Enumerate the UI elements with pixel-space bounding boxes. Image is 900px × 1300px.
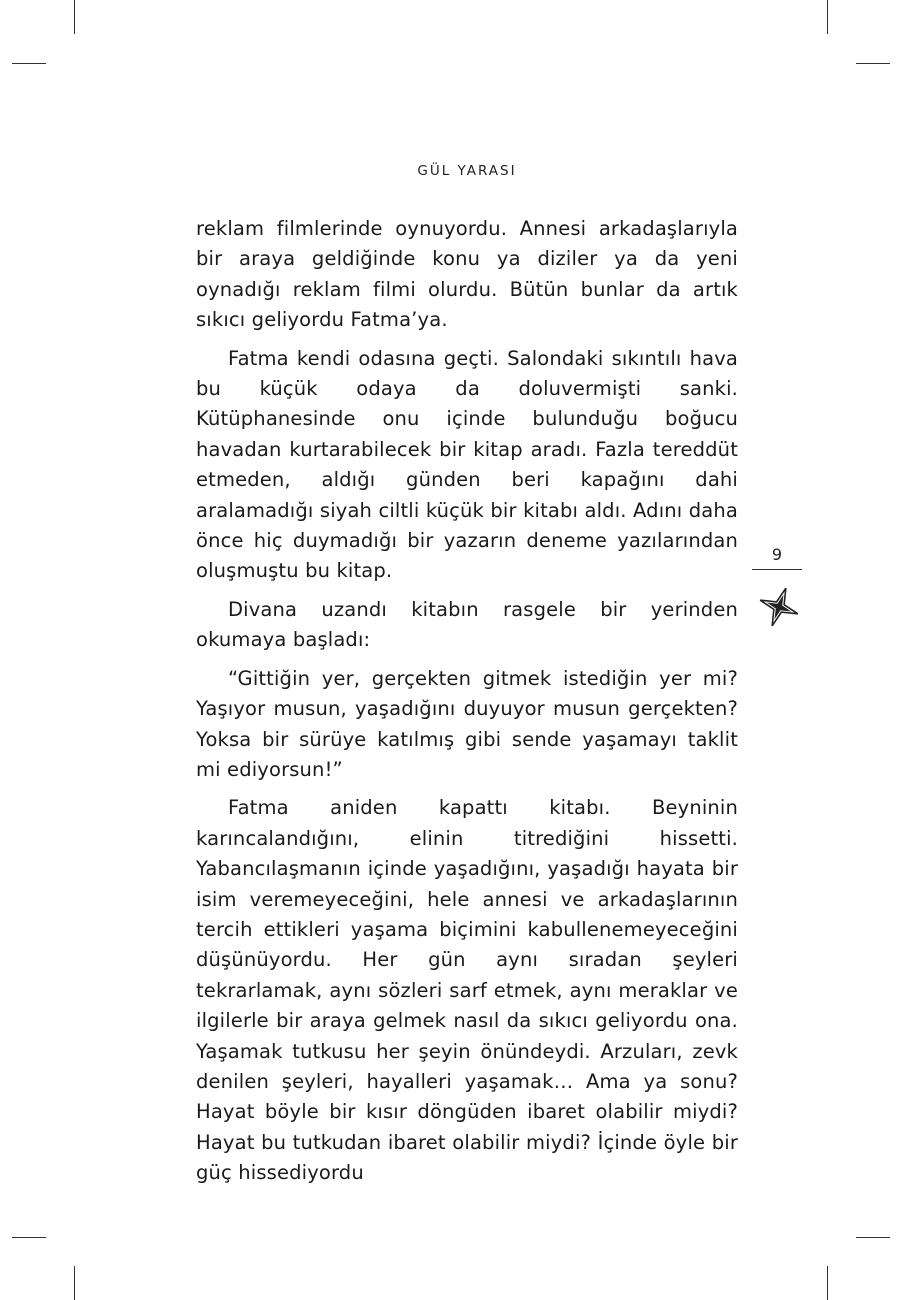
paragraph: Fatma aniden kapattı kitabı. Beyninin karıncalandığını, elinin titrediğini hissetti. Yabancılaşmanın içinde yaşadığını, yaşadığı hayata bir isim veremeyeceğini, hele annesi ve arkadaşlarının tercih ettikleri yaşama biçimini kabullenemeyeceğini düşünüyordu. Her gün aynı sıradan şeyleri tekrarlamak, aynı sözleri sarf etmek, aynı meraklar ve ilgilerle bir araya gelmek nasıl da sıkıcı geliyordu ona. Yaşamak tutkusu her şeyin önündeydi. Arzuları, zevk denilen şeyleri, hayalleri yaşamak… Ama ya sonu? Hayat böyle bir kısır döngüden ibaret olabilir miydi? Hayat bu tutkudan ibaret olabilir miydi? İçinde öyle bir güç hissediyordu (196, 796, 738, 1185)
crop-mark-right-bottom (856, 1237, 890, 1238)
crop-mark-bottom-right (827, 1266, 828, 1300)
body-text (196, 214, 738, 1197)
running-header: GÜL YARASI (417, 163, 517, 179)
crop-mark-top-left (74, 0, 75, 34)
crop-mark-right-top (856, 63, 890, 64)
four-point-star-icon (757, 585, 801, 629)
crop-mark-bottom-left (74, 1266, 75, 1300)
page-number: 9 (771, 545, 783, 564)
paragraph: “Gittiğin yer, gerçekten gitmek istediğin yer mi? Yaşıyor musun, yaşadığını duyuyor musun gerçekten? Yoksa bir sürüye katılmış gibi sende yaşamayı taklit mi ediyorsun!” (196, 666, 738, 781)
paragraph: Fatma kendi odasına geçti. Salondaki sıkıntılı hava bu küçük odaya da doluvermişti sanki. Kütüphanesinde onu içinde bulunduğu boğucu havadan kurtarabilecek bir kitap aradı. Fazla tereddüt etmeden, aldığı günden beri kapağını dahi aralamadığı siyah ciltli küçük bir kitabı aldı. Adını daha önce hiç duymadığı bir yazarın deneme yazılarından oluşmuştu bu kitap. (196, 346, 738, 583)
crop-mark-top-right (827, 0, 828, 34)
paragraph: Divana uzandı kitabın rasgele bir yerinden okumaya başladı: (196, 597, 738, 652)
paragraph: reklam filmlerinde oynuyordu. Annesi arkadaşlarıyla bir araya geldiğinde konu ya diziler ya da yeni oynadığı reklam filmi olurdu. Bütün bunlar da artık sıkıcı geliyordu Fatma’ya. (196, 217, 738, 332)
page-number-rule (752, 569, 802, 570)
crop-mark-left-top (12, 63, 46, 64)
crop-mark-left-bottom (12, 1237, 46, 1238)
